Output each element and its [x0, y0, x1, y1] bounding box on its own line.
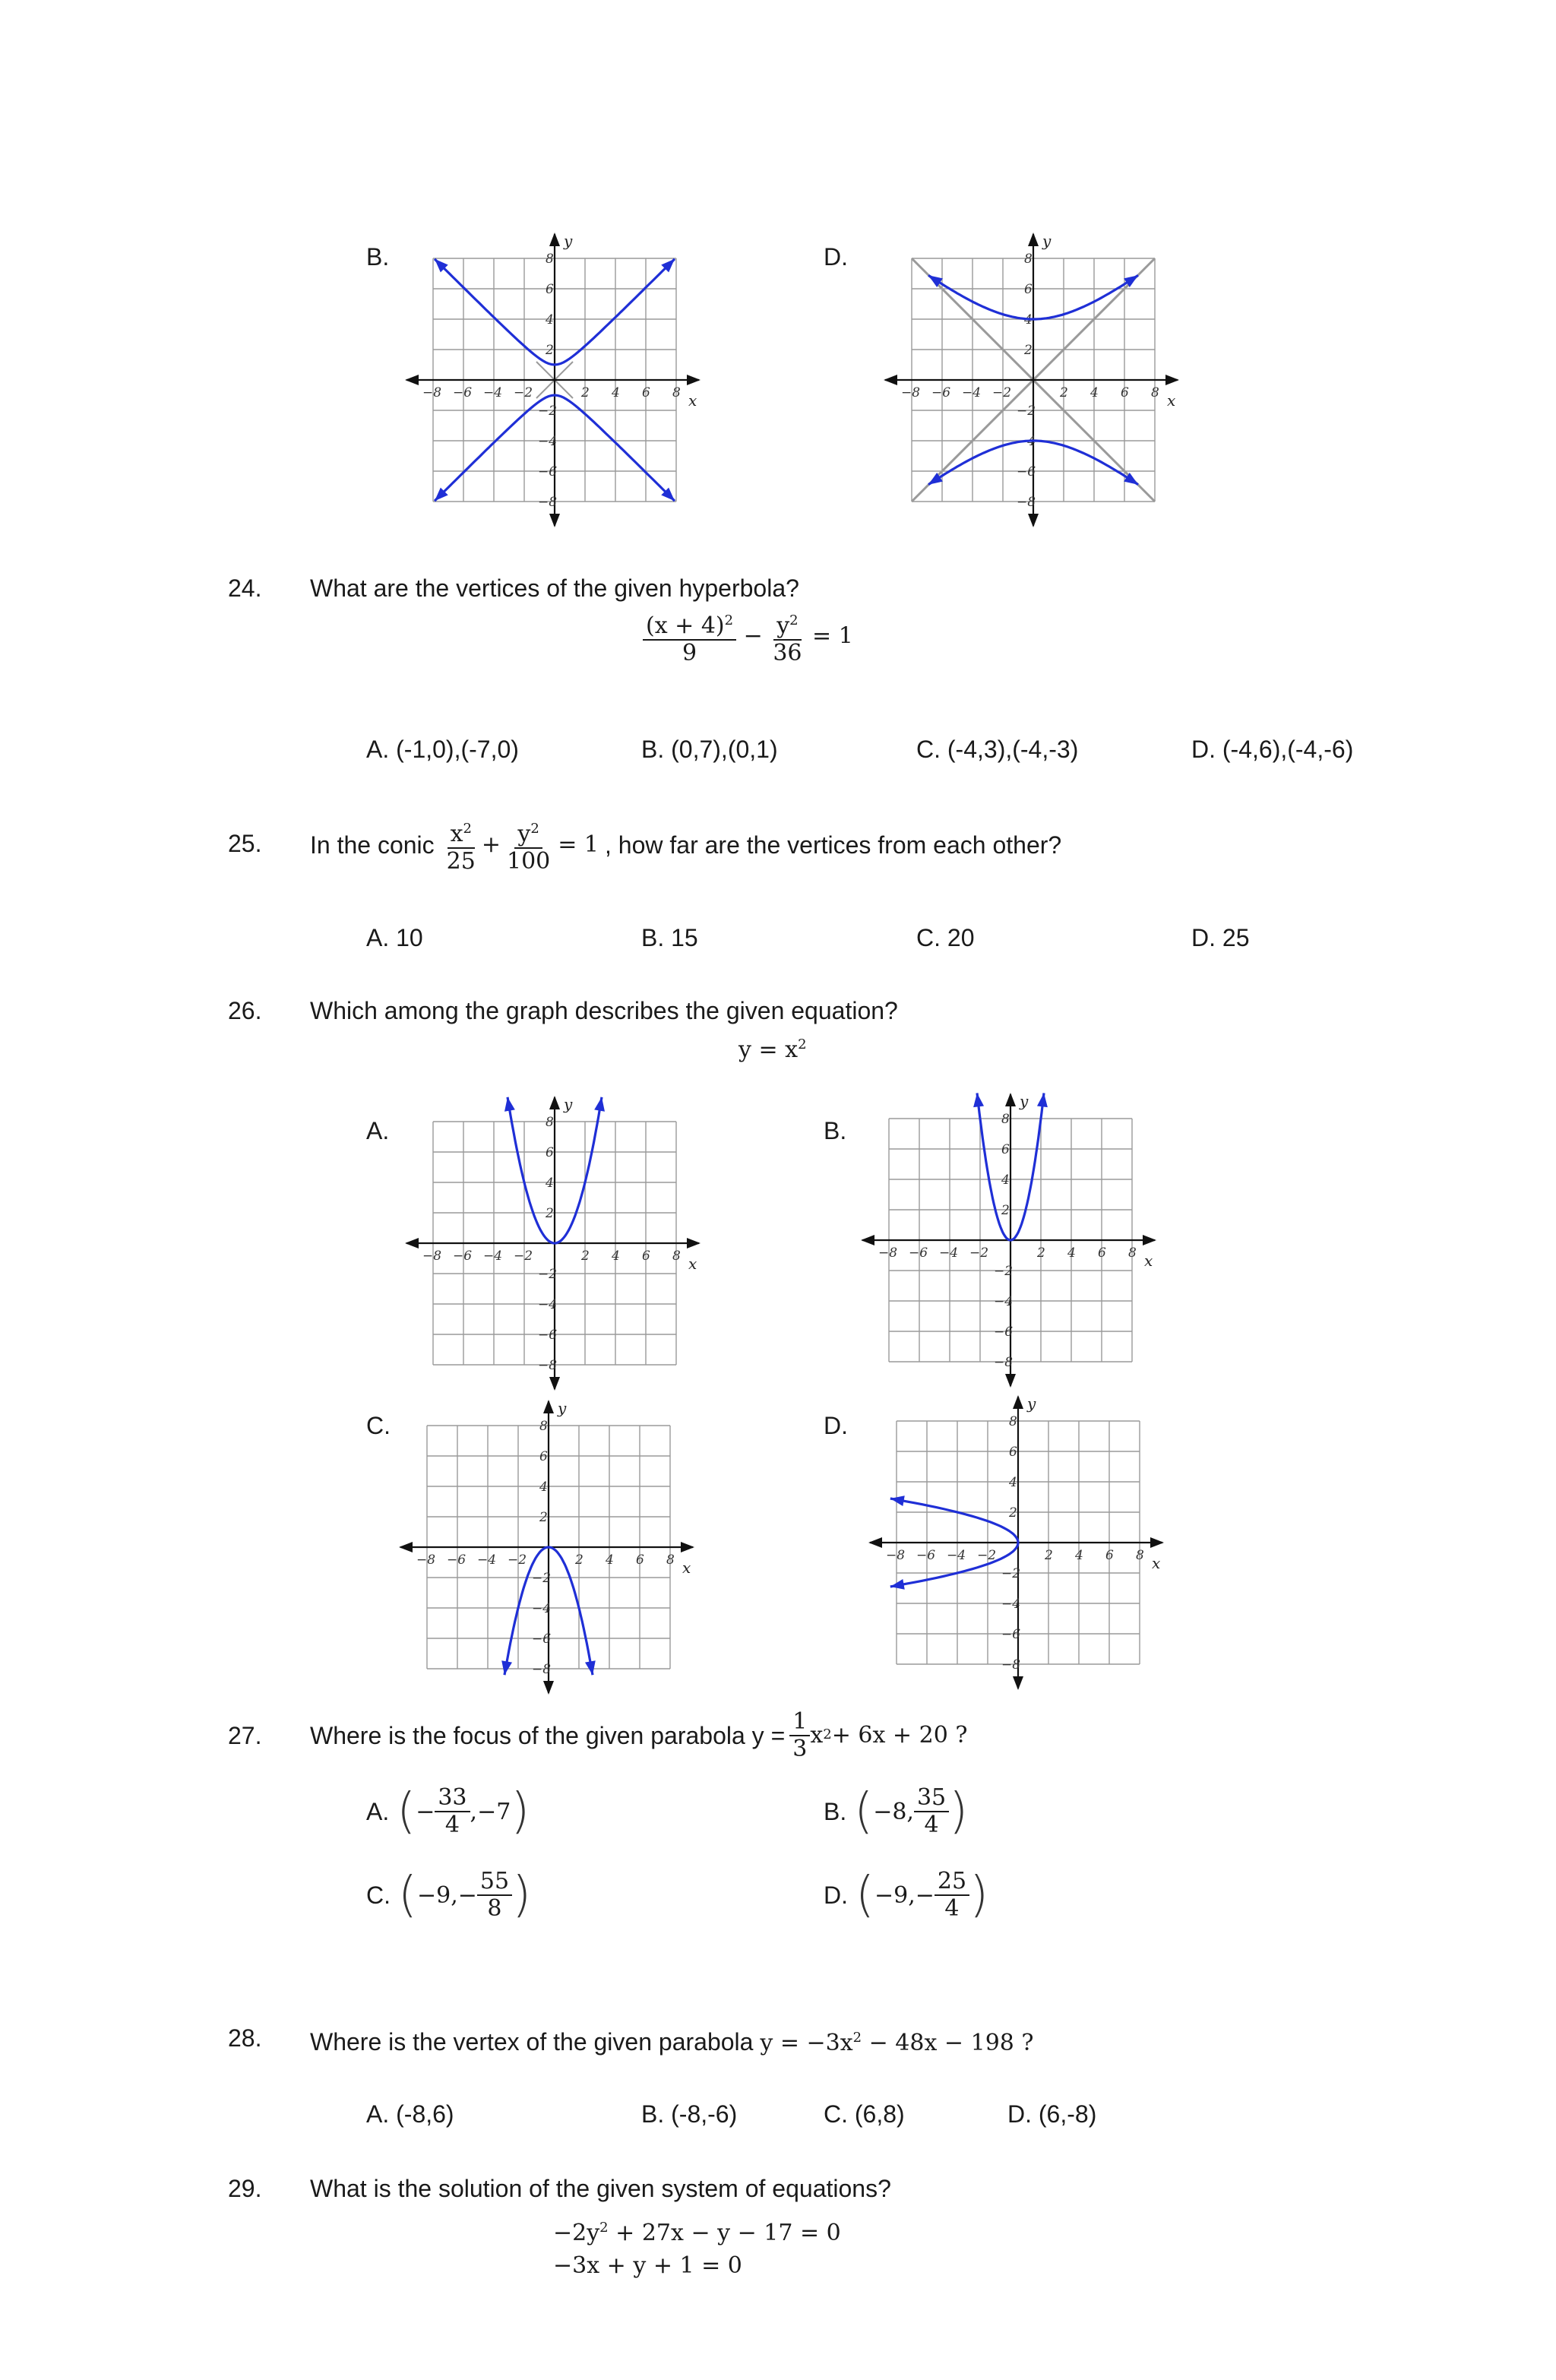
y-axis-arrow — [1013, 1676, 1023, 1690]
answer-option-a[interactable]: A. (-8,6) — [366, 2100, 454, 2128]
parabola-equation: $y = x^2$ — [738, 1037, 807, 1063]
graph-option-b — [395, 228, 714, 532]
y-tick-label: −2 — [538, 404, 558, 419]
x-tick-label: 6 — [1121, 385, 1129, 400]
y-tick-label: −8 — [1001, 1657, 1021, 1673]
y-tick-label: −2 — [994, 1264, 1014, 1279]
x-axis-arrow — [1150, 1537, 1164, 1548]
y-tick-label: −4 — [994, 1294, 1014, 1309]
y-axis-label: y — [558, 1399, 567, 1417]
curve-arrow — [1037, 1093, 1048, 1107]
system-equation-1: $-2y^2 + 27x - y - 17 = 0$ — [553, 2220, 841, 2246]
answer-option-d[interactable]: D. (6,-8) — [1007, 2100, 1097, 2128]
x-tick-label: −2 — [992, 385, 1012, 400]
y-tick-label: −2 — [1017, 404, 1036, 419]
x-tick-label: 8 — [1128, 1245, 1137, 1261]
x-tick-label: −8 — [422, 385, 442, 400]
x-axis-arrow — [399, 1542, 413, 1552]
x-tick-label: 2 — [581, 385, 590, 400]
y-axis-label: y — [1042, 232, 1052, 250]
x-tick-label: 4 — [1075, 1548, 1083, 1563]
question-number: 26. — [228, 997, 262, 1024]
answer-option-c[interactable]: C. (6,8) — [824, 2100, 905, 2128]
y-tick-label: −6 — [538, 1328, 558, 1343]
x-tick-label: −2 — [969, 1245, 989, 1261]
graph-option-c[interactable] — [389, 1395, 708, 1699]
question-number: 25. — [228, 830, 262, 857]
y-tick-label: 8 — [539, 1419, 548, 1434]
answer-option-c[interactable]: C. ( −9,− $\frac{55}{8}$ ) — [366, 1867, 532, 1923]
y-tick-label: 6 — [1009, 1445, 1017, 1460]
x-tick-label: −6 — [447, 1552, 466, 1568]
x-tick-label: 2 — [575, 1552, 584, 1568]
y-tick-label: 8 — [546, 252, 554, 267]
x-axis-arrow — [405, 1238, 419, 1249]
graph-option-a[interactable] — [395, 1091, 714, 1395]
answer-option-b[interactable]: B. ( −8, $\frac{35}{4}$ ) — [824, 1783, 969, 1840]
y-axis-arrow — [1028, 514, 1039, 527]
x-tick-label: −8 — [422, 1249, 442, 1264]
question-text: Which among the graph describes the given equation? — [310, 997, 898, 1024]
x-tick-label: −6 — [916, 1548, 936, 1563]
curve-arrow — [890, 1495, 905, 1506]
x-axis-arrow — [884, 375, 897, 385]
y-axis-label: y — [564, 232, 573, 250]
question-number: 28. — [228, 2024, 262, 2052]
x-tick-label: 6 — [642, 1249, 650, 1264]
option-b-label: B. — [366, 243, 390, 271]
x-tick-label: 4 — [1067, 1245, 1076, 1261]
graph-option-d — [874, 228, 1193, 532]
y-tick-label: 2 — [1024, 343, 1033, 358]
y-tick-label: 2 — [1001, 1203, 1010, 1218]
x-tick-label: 2 — [1060, 385, 1068, 400]
y-tick-label: −2 — [532, 1571, 552, 1586]
answer-option-a[interactable]: A. 10 — [366, 924, 423, 951]
x-axis-arrow — [405, 375, 419, 385]
y-tick-label: 6 — [1001, 1142, 1010, 1157]
x-tick-label: 8 — [666, 1552, 675, 1568]
y-tick-label: 6 — [1024, 282, 1033, 297]
answer-option-b[interactable]: B. (0,7),(0,1) — [641, 736, 778, 763]
y-tick-label: 8 — [1001, 1112, 1010, 1127]
y-tick-label: 2 — [546, 343, 554, 358]
question-text: Where is the focus of the given parabola y = $\frac{1}{3}$ x 2 + 6x + 20 ? — [310, 1708, 968, 1762]
x-axis-label: x — [688, 391, 697, 410]
answer-option-d[interactable]: D. 25 — [1191, 924, 1250, 951]
y-axis-arrow — [1013, 1395, 1023, 1409]
graph-option-b[interactable] — [851, 1088, 1170, 1392]
y-tick-label: −8 — [532, 1662, 552, 1677]
x-tick-label: 6 — [1098, 1245, 1106, 1261]
x-axis-arrow — [687, 1238, 701, 1249]
question-number: 24. — [228, 574, 262, 602]
x-tick-label: −4 — [939, 1245, 959, 1261]
option-d-label: D. — [824, 1412, 848, 1439]
y-axis-arrow — [543, 1400, 554, 1413]
y-tick-label: 2 — [546, 1206, 554, 1221]
y-tick-label: −6 — [538, 464, 558, 479]
y-tick-label: 4 — [1024, 312, 1033, 328]
curve-arrow — [594, 1097, 605, 1112]
x-axis-arrow — [681, 1542, 694, 1552]
y-axis-arrow — [549, 514, 560, 527]
y-tick-label: 8 — [1024, 252, 1033, 267]
x-tick-label: −4 — [477, 1552, 497, 1568]
y-tick-label: 6 — [539, 1449, 548, 1464]
y-tick-label: −4 — [1001, 1597, 1021, 1612]
curve-arrow — [928, 473, 943, 485]
question-number: 29. — [228, 2175, 262, 2202]
y-axis-arrow — [549, 1096, 560, 1109]
x-tick-label: −2 — [514, 385, 533, 400]
y-tick-label: −6 — [994, 1325, 1014, 1340]
y-tick-label: 4 — [1001, 1173, 1010, 1188]
y-tick-label: −2 — [1001, 1566, 1021, 1581]
y-tick-label: 2 — [539, 1510, 548, 1525]
hyperbola-equation: $\frac{(x + 4)^2}{9}$ − $\frac{y^2}{36}$ = 1 — [643, 608, 853, 666]
x-axis-label: x — [688, 1255, 697, 1273]
y-axis-arrow — [1005, 1374, 1016, 1388]
x-tick-label: −2 — [508, 1552, 527, 1568]
x-tick-label: 6 — [642, 385, 650, 400]
y-tick-label: −6 — [1001, 1627, 1021, 1642]
question-text: What is the solution of the given system of equations? — [310, 2175, 891, 2202]
question-text: In the conic $\frac{x^2}{25}$ + $\frac{y^2}{100}$ = 1 , how far are the vertices from each other? — [310, 815, 1061, 875]
x-tick-label: 6 — [1105, 1548, 1114, 1563]
x-axis-label: x — [1144, 1252, 1153, 1270]
answer-option-a[interactable]: A. (-1,0),(-7,0) — [366, 736, 519, 763]
y-axis-arrow — [1028, 233, 1039, 246]
curve-arrow — [501, 1660, 512, 1675]
x-tick-label: −4 — [962, 385, 982, 400]
option-b-label: B. — [824, 1117, 847, 1144]
x-axis-arrow — [868, 1537, 882, 1548]
y-tick-label: −8 — [538, 1358, 558, 1373]
x-tick-label: 2 — [581, 1249, 590, 1264]
y-tick-label: −4 — [1017, 434, 1036, 449]
x-tick-label: 8 — [672, 1249, 681, 1264]
y-tick-label: 8 — [1009, 1414, 1017, 1429]
y-tick-label: 6 — [546, 282, 554, 297]
y-tick-label: −8 — [994, 1355, 1014, 1370]
x-tick-label: −6 — [931, 385, 951, 400]
y-tick-label: −4 — [532, 1601, 552, 1616]
y-tick-label: −2 — [538, 1267, 558, 1282]
curve-arrow — [1124, 275, 1138, 287]
y-tick-label: −4 — [538, 1297, 558, 1312]
x-tick-label: 8 — [672, 385, 681, 400]
x-tick-label: −4 — [483, 1249, 503, 1264]
x-tick-label: −2 — [514, 1249, 533, 1264]
y-axis-arrow — [543, 1681, 554, 1695]
option-a-label: A. — [366, 1117, 390, 1144]
y-tick-label: −8 — [1017, 495, 1036, 510]
x-tick-label: −4 — [947, 1548, 966, 1563]
y-axis-label: y — [1020, 1092, 1029, 1110]
curve-arrow — [928, 275, 943, 287]
x-tick-label: −8 — [901, 385, 921, 400]
x-axis-label: x — [682, 1559, 691, 1577]
x-tick-label: 4 — [1090, 385, 1099, 400]
y-tick-label: −6 — [1017, 464, 1036, 479]
y-tick-label: 8 — [546, 1115, 554, 1130]
x-tick-label: 4 — [612, 385, 620, 400]
x-axis-arrow — [687, 375, 701, 385]
answer-option-b[interactable]: B. (-8,-6) — [641, 2100, 738, 2128]
x-tick-label: −6 — [909, 1245, 928, 1261]
y-tick-label: −4 — [538, 434, 558, 449]
option-c-label: C. — [366, 1412, 391, 1439]
question-number: 27. — [228, 1722, 262, 1749]
y-axis-label: y — [1027, 1394, 1036, 1413]
curve-arrow — [504, 1097, 515, 1112]
x-tick-label: −2 — [977, 1548, 997, 1563]
x-tick-label: −8 — [886, 1548, 906, 1563]
x-tick-label: 6 — [636, 1552, 644, 1568]
x-tick-label: 2 — [1045, 1548, 1053, 1563]
x-axis-arrow — [861, 1235, 874, 1245]
answer-option-d[interactable]: D. (-4,6),(-4,-6) — [1191, 736, 1354, 763]
answer-option-c[interactable]: C. (-4,3),(-4,-3) — [916, 736, 1079, 763]
x-tick-label: 8 — [1136, 1548, 1144, 1563]
y-tick-label: 4 — [539, 1480, 548, 1495]
x-axis-arrow — [1165, 375, 1179, 385]
y-tick-label: 6 — [546, 1145, 554, 1160]
curve-arrow — [890, 1579, 905, 1590]
question-text: What are the vertices of the given hyperbola? — [310, 574, 799, 602]
y-axis-arrow — [549, 1377, 560, 1391]
x-tick-label: −8 — [416, 1552, 436, 1568]
answer-option-d[interactable]: D. ( −9,− $\frac{25}{4}$ ) — [824, 1867, 989, 1923]
x-axis-arrow — [1143, 1235, 1156, 1245]
graph-option-d[interactable] — [859, 1391, 1178, 1695]
x-tick-label: −4 — [483, 385, 503, 400]
x-tick-label: 4 — [606, 1552, 614, 1568]
system-equation-2: −3x + y + 1 = 0 — [553, 2252, 742, 2279]
question-text: Where is the vertex of the given parabola $y = -3x^2 - 48x - 198$ ? — [310, 2028, 1034, 2056]
x-tick-label: −8 — [878, 1245, 898, 1261]
curve-arrow — [973, 1093, 984, 1107]
y-tick-label: 4 — [1009, 1475, 1017, 1490]
answer-option-b[interactable]: B. 15 — [641, 924, 698, 951]
option-d-label: D. — [824, 243, 848, 271]
y-tick-label: −8 — [538, 495, 558, 510]
x-tick-label: −6 — [453, 1249, 473, 1264]
x-tick-label: −6 — [453, 385, 473, 400]
y-axis-label: y — [564, 1095, 573, 1113]
x-tick-label: 8 — [1151, 385, 1159, 400]
answer-option-a[interactable]: A. ( − $\frac{33}{4}$ ,−7 ) — [366, 1783, 530, 1840]
x-axis-label: x — [1152, 1554, 1161, 1572]
y-tick-label: 4 — [546, 312, 554, 328]
x-tick-label: 2 — [1037, 1245, 1045, 1261]
y-tick-label: 2 — [1009, 1505, 1017, 1521]
answer-option-c[interactable]: C. 20 — [916, 924, 975, 951]
curve-arrow — [1124, 473, 1138, 485]
curve-arrow — [585, 1660, 596, 1675]
y-tick-label: 4 — [546, 1176, 554, 1191]
y-axis-arrow — [1005, 1093, 1016, 1106]
y-tick-label: −6 — [532, 1632, 552, 1647]
x-axis-label: x — [1167, 391, 1176, 410]
x-tick-label: 4 — [612, 1249, 620, 1264]
y-axis-arrow — [549, 233, 560, 246]
